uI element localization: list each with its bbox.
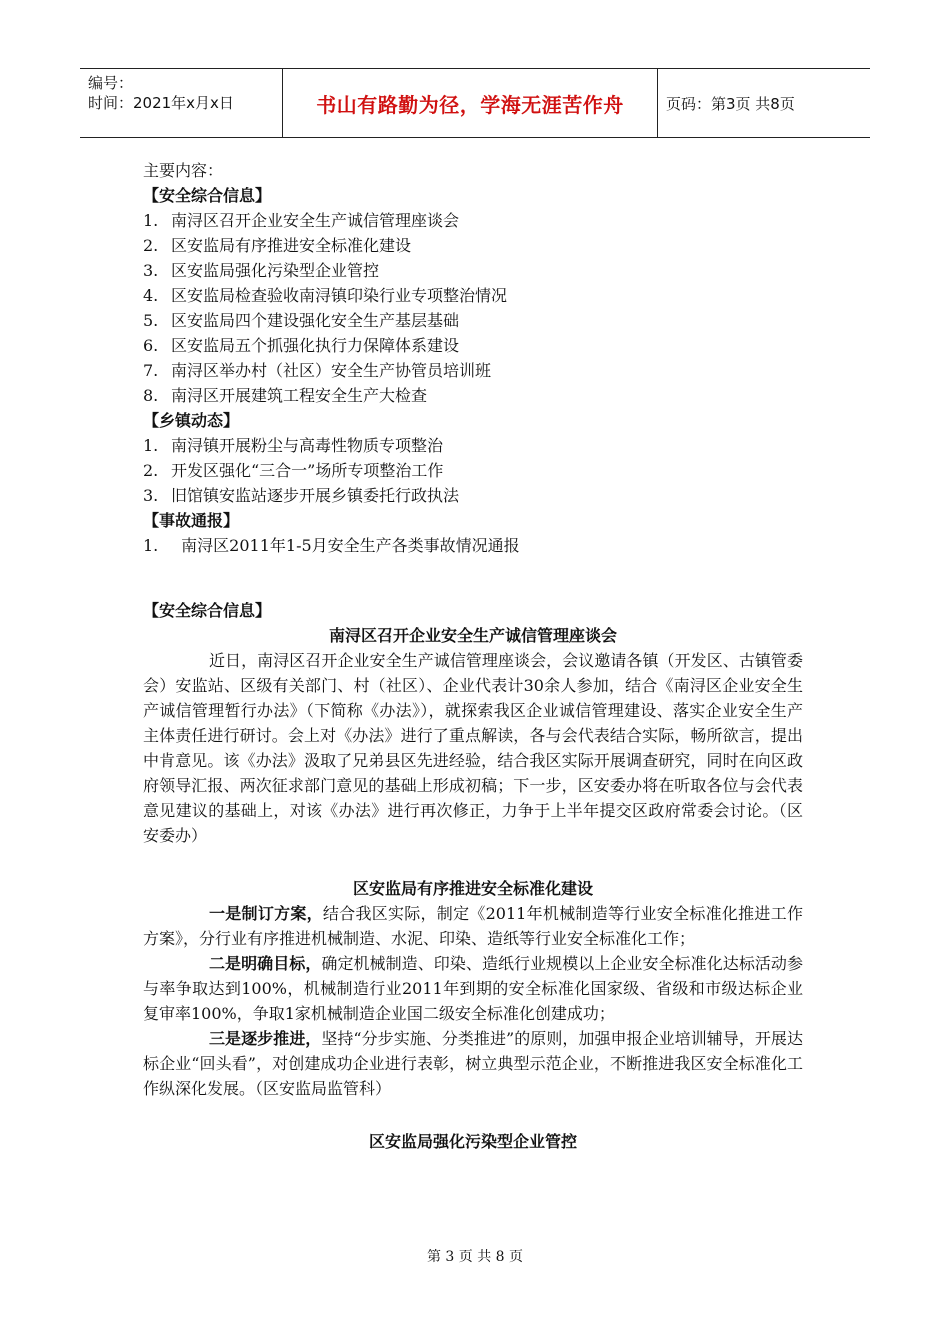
toc-item: 4. 区安监局检查验收南浔镇印染行业专项整治情况 <box>143 286 508 305</box>
article-title: 区安监局强化污染型企业管控 <box>368 1132 577 1151</box>
toc-item: 2. 区安监局有序推进安全标准化建设 <box>143 236 412 255</box>
article-paragraph: 近日，南浔区召开企业安全生产诚信管理座谈会，会议邀请各镇（开发区、古镇管委会）安监站、区级有关部门、村（社区）、企业代表计30余人参加，结合《南浔区企业安全生产诚信管理暂行办法》（下简称《办法》），就探索我区企业诚信管理建设、落实企业安全生产主体责任进行研讨。会上对《办法》进行了重点解读，各与会代表结合实际，畅所欲言，提出中肯意见。该《办法》汲取了兄弟县区先进经验，结合我区实际开展调查研究，同时在向区政府领导汇报、两次征求部门意见的基础上形成初稿；下一步，区安委办将在听取各位与会代表意见建议的基础上，对该《办法》进行再次修正，力争于上半年提交区政府常委会讨论。（区安委办） <box>143 651 803 845</box>
toc-item: 1. 南浔区召开企业安全生产诚信管理座谈会 <box>143 211 460 230</box>
document-number-label: 编号： <box>88 74 134 92</box>
article-paragraph: 二是明确目标，确定机械制造、印染、造纸行业规模以上企业安全标准化达标活动参与率争取达到100%，机械制造行业2011年到期的安全标准化国家级、省级和市级达标企业复审率100%，争取1家机械制造企业国二级安全标准化创建成功； <box>143 954 803 1023</box>
toc-item: 1. 南浔区2011年1-5月安全生产各类事故情况通报 <box>143 536 520 555</box>
toc-item: 3. 旧馆镇安监站逐步开展乡镇委托行政执法 <box>143 486 460 505</box>
article-section-heading: 【安全综合信息】 <box>143 601 272 620</box>
header-meta <box>80 69 283 137</box>
toc-item: 8. 南浔区开展建筑工程安全生产大检查 <box>143 386 428 405</box>
toc-item: 7. 南浔区举办村（社区）安全生产协管员培训班 <box>143 361 492 380</box>
toc-item: 3. 区安监局强化污染型企业管控 <box>143 261 380 280</box>
toc-item: 6. 区安监局五个抓强化执行力保障体系建设 <box>143 336 460 355</box>
document-date: 时间：2021年x月x日 <box>88 94 234 112</box>
paragraph-lead: 一是制订方案， <box>209 904 323 923</box>
article-paragraph: 一是制订方案，结合我区实际，制定《2011年机械制造等行业安全标准化推进工作方案》，分行业有序推进机械制造、水泥、印染、造纸等行业安全标准化工作； <box>143 904 803 948</box>
page-body <box>143 158 803 1154</box>
header-motto: 书山有路勤为径，学海无涯苦作舟 <box>283 69 658 137</box>
paragraph-lead: 三是逐步推进， <box>209 1029 322 1048</box>
toc-section-heading: 【乡镇动态】 <box>143 411 240 430</box>
toc-item: 5. 区安监局四个建设强化安全生产基层基础 <box>143 311 460 330</box>
toc-item: 1. 南浔镇开展粉尘与高毒性物质专项整治 <box>143 436 444 455</box>
toc-item: 2. 开发区强化“三合一”场所专项整治工作 <box>143 461 444 480</box>
contents-intro: 主要内容： <box>143 161 224 180</box>
article-title: 南浔区召开企业安全生产诚信管理座谈会 <box>328 626 617 645</box>
header-page-info: 页码：第3页 共8页 <box>666 94 795 113</box>
toc-section-heading: 【安全综合信息】 <box>143 186 272 205</box>
paragraph-lead: 二是明确目标， <box>209 954 322 973</box>
toc-section-heading: 【事故通报】 <box>143 511 240 530</box>
article-title: 区安监局有序推进安全标准化建设 <box>352 879 593 898</box>
page-footer: 第 3 页 共 8 页 <box>426 1249 524 1265</box>
page-header <box>80 68 870 138</box>
article-paragraph: 三是逐步推进，坚持“分步实施、分类推进”的原则，加强申报企业培训辅导，开展达标企业“回头看”，对创建成功企业进行表彰，树立典型示范企业，不断推进我区安全标准化工作纵深化发展。（区安监局监管科） <box>143 1029 803 1098</box>
